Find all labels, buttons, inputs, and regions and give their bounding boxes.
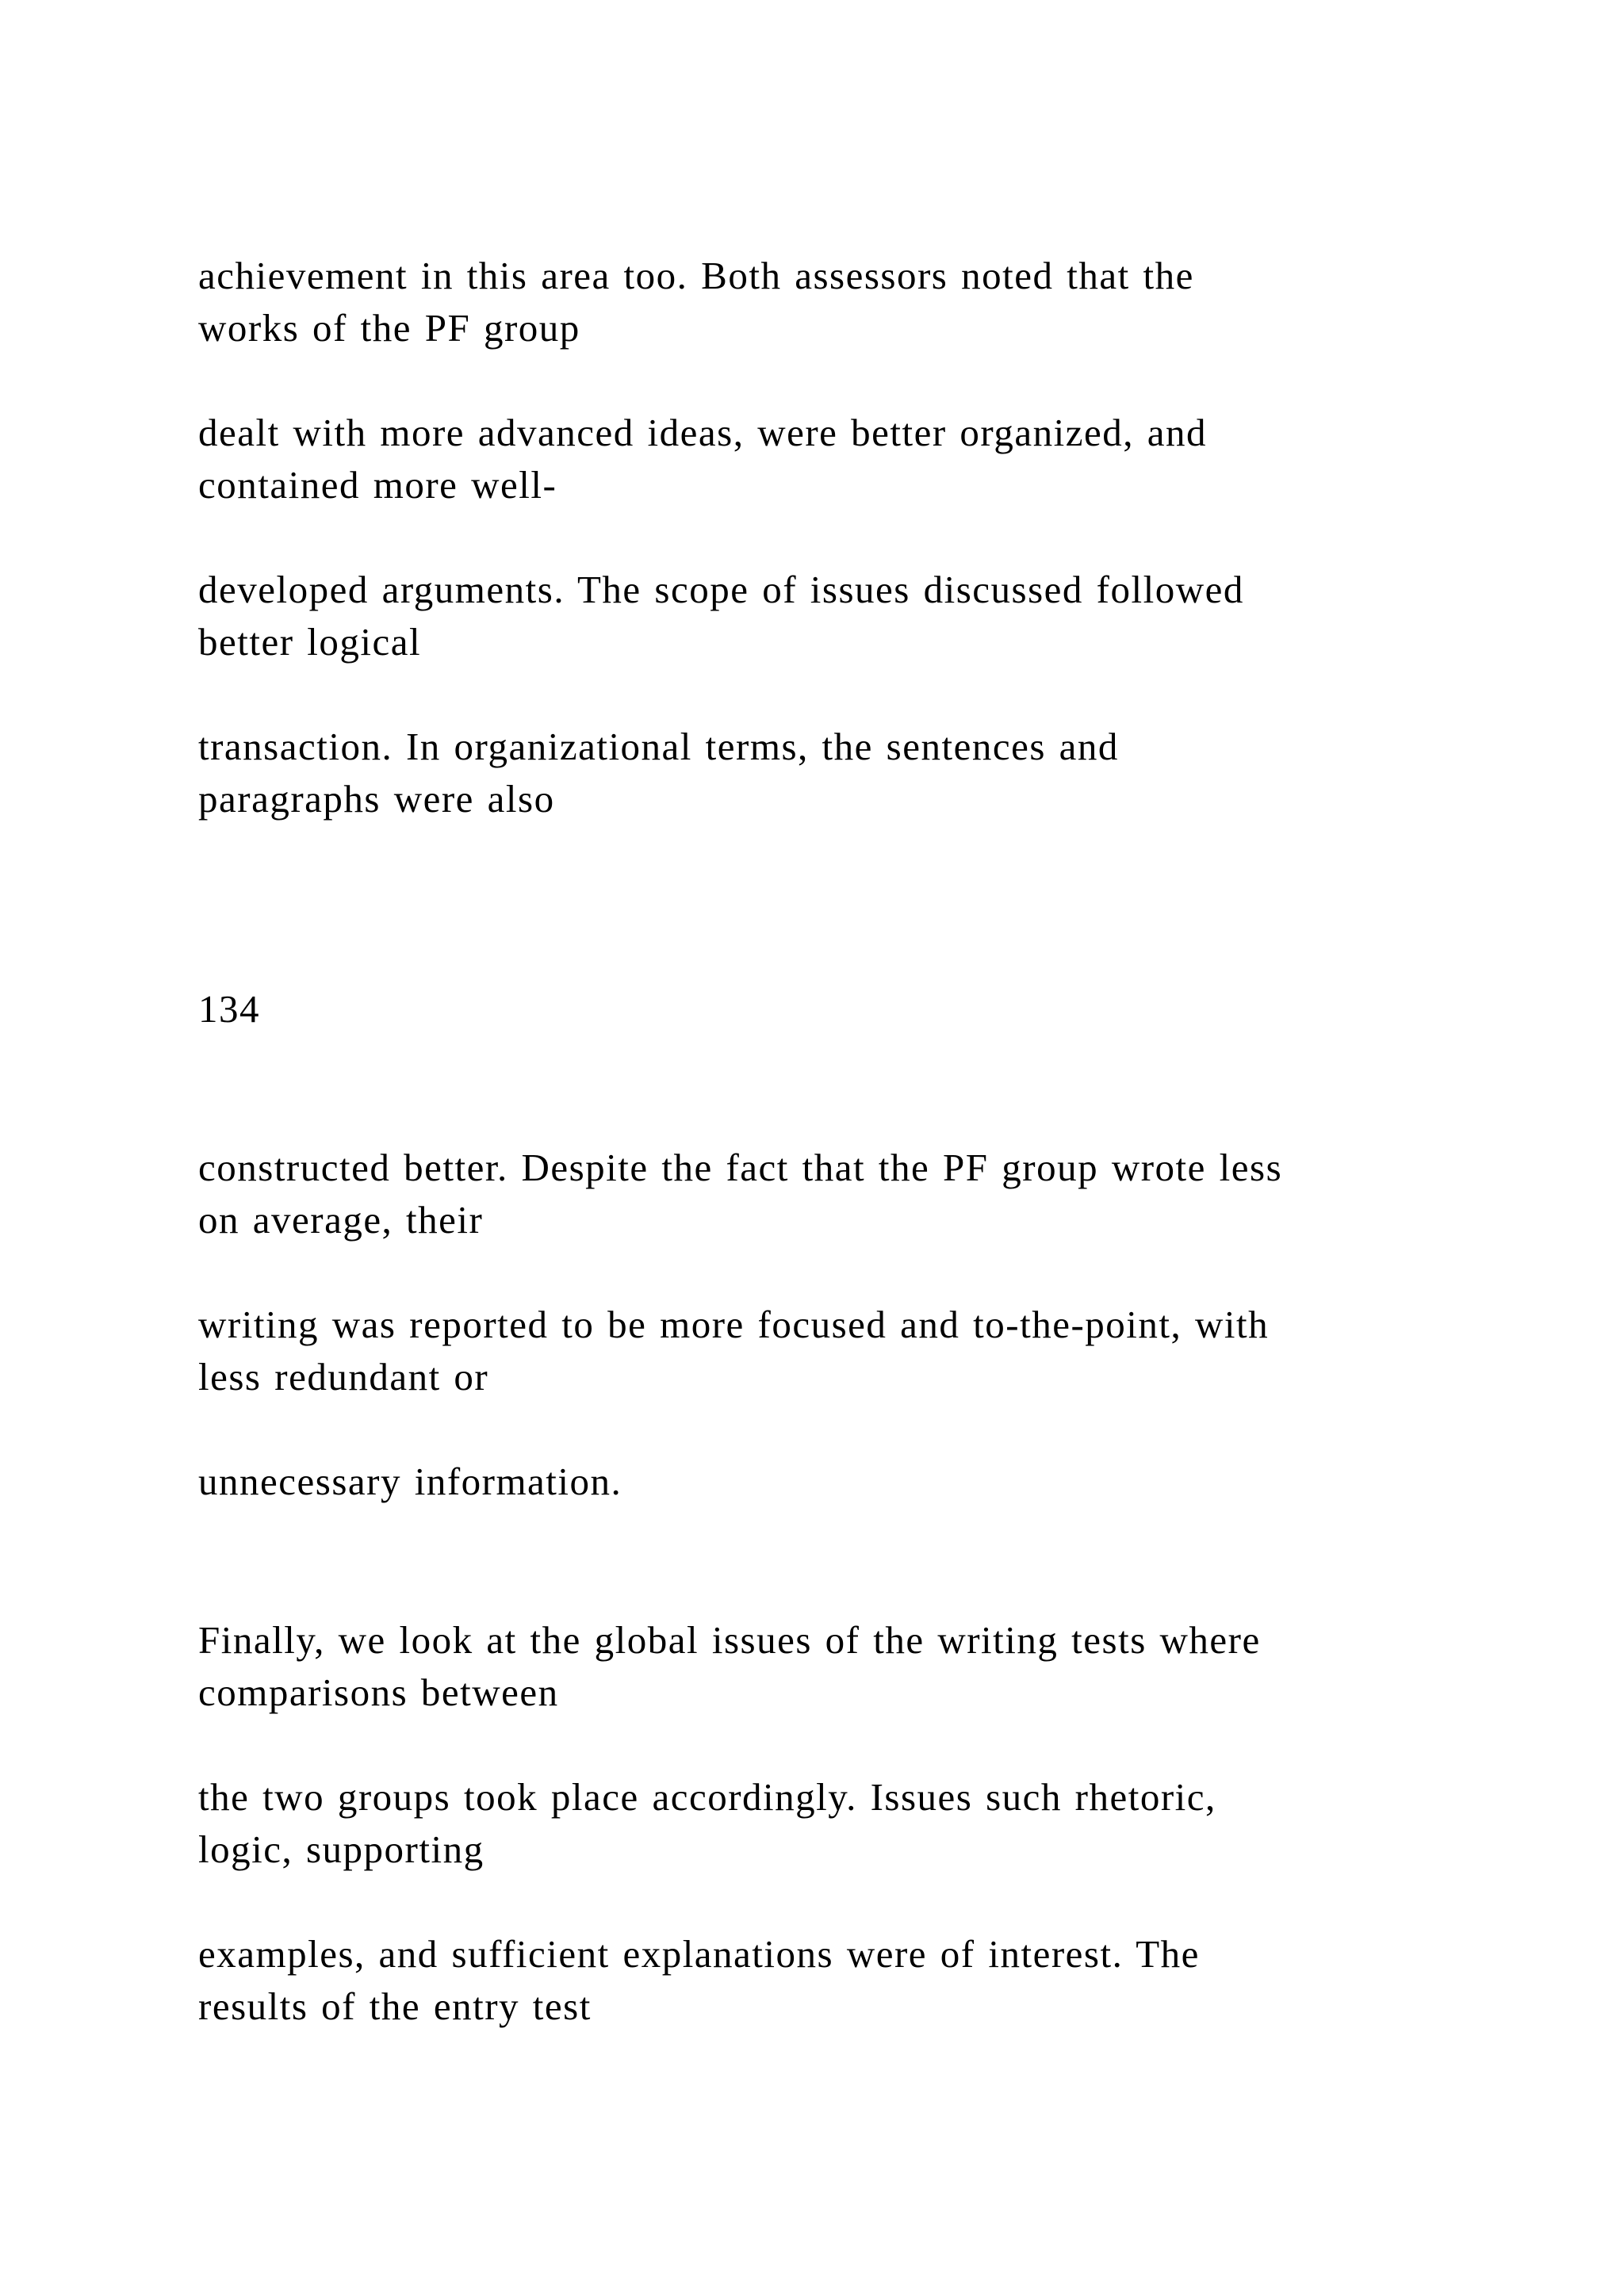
text-line: logic, supporting <box>198 1827 485 1871</box>
text-line: achievement in this area too. Both assessors noted that the <box>198 254 1194 297</box>
paragraph <box>198 1771 1507 1876</box>
text-line: works of the PF group <box>198 306 580 350</box>
text-line: constructed better. Despite the fact that the PF group wrote less <box>198 1146 1283 1189</box>
paragraph <box>198 1614 1507 1719</box>
paragraph <box>198 1928 1507 2033</box>
text-line: the two groups took place accordingly. Issues such rhetoric, <box>198 1775 1216 1819</box>
page-number-text: 134 <box>198 987 260 1031</box>
page-number <box>198 983 1507 1035</box>
paragraph <box>198 250 1507 354</box>
text-line: developed arguments. The scope of issues discussed followed <box>198 568 1244 611</box>
text-line: examples, and sufficient explanations were of interest. The <box>198 1932 1200 1976</box>
paragraph <box>198 564 1507 668</box>
text-line: comparisons between <box>198 1670 559 1714</box>
paragraph <box>198 407 1507 511</box>
text-line: better logical <box>198 620 422 664</box>
paragraph <box>198 1299 1507 1403</box>
text-line: writing was reported to be more focused and to-the-point, with <box>198 1303 1270 1346</box>
text-line: dealt with more advanced ideas, were better organized, and <box>198 411 1207 454</box>
paragraph <box>198 1142 1507 1246</box>
text-line: paragraphs were also <box>198 777 555 821</box>
text-line: contained more well- <box>198 463 557 507</box>
text-line: results of the entry test <box>198 1984 592 2028</box>
text-line: on average, their <box>198 1198 484 1242</box>
text-line: less redundant or <box>198 1355 489 1399</box>
text-line: unnecessary information. <box>198 1460 622 1503</box>
paragraph <box>198 721 1507 825</box>
text-line: transaction. In organizational terms, the sentences and <box>198 725 1119 768</box>
paragraph <box>198 1456 1507 1508</box>
text-line: Finally, we look at the global issues of the writing tests where <box>198 1618 1261 1662</box>
